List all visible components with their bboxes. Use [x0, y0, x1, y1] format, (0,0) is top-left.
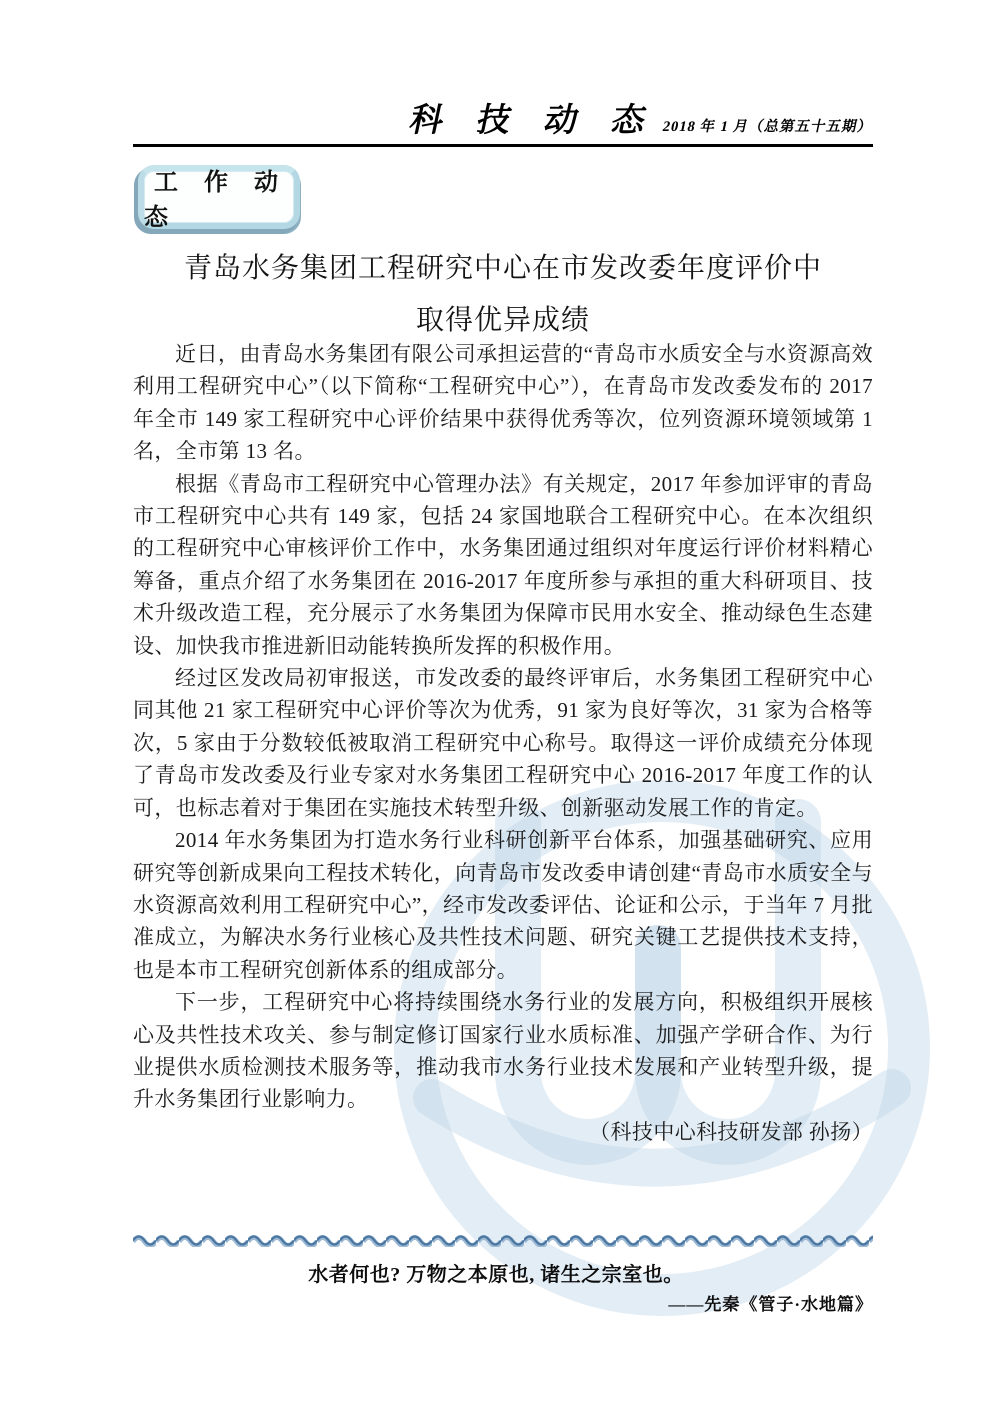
body-paragraph: 下一步，工程研究中心将持续围绕水务行业的发展方向，积极组织开展核心及共性技术攻关、参与制定修订国家行业水质标准、加强产学研合作、为行业提供水质检测技术服务等，推动我市水务行业技术发展和产业转型升级，提升水务集团行业影响力。: [133, 990, 873, 1112]
masthead: [133, 94, 873, 141]
article-title-line2: 取得优异成绩: [415, 305, 590, 336]
article-title-line1: 青岛水务集团工程研究中心在市发改委年度评价中: [183, 253, 822, 284]
wave-divider: [133, 1230, 873, 1247]
body-paragraph: 近日，由青岛水务集团有限公司承担运营的“青岛市水质安全与水资源高效利用工程研究中心”（以下简称“工程研究中心”），在青岛市发改委发布的 2017 年全市 149 家工程研究中心评价结果中获得优秀等次，位列资源环境领域第 1 名，全市第 13 名。: [133, 342, 873, 464]
masthead-title: 科 技 动 态: [406, 103, 662, 139]
article-body: [133, 338, 873, 1148]
body-paragraph: 经过区发改局初审报送，市发改委的最终评审后，水务集团工程研究中心同其他 21 家工程研究中心评价等次为优秀，91 家为良好等次，31 家为合格等次，5 家由于分数较低被取消工程研究中心称号。取得这一评价成绩充分体现了青岛市发改委及行业专家对水务集团工程研究中心 2016-2017 年度工作的认可，也标志着对于集团在实施技术转型升级、创新驱动发展工作的肯定。: [133, 666, 873, 820]
footer-quote: 水者何也? 万物之本原也, 诸生之宗室也。: [308, 1264, 684, 1286]
article-signature: （科技中心科技研发部 孙扬）: [589, 1119, 873, 1144]
section-tag-box: [138, 165, 300, 229]
body-paragraph: 2014 年水务集团为打造水务行业科研创新平台体系，加强基础研究、应用研究等创新成果向工程技术转化，向青岛市发改委申请创建“青岛市水质安全与水资源高效利用工程研究中心”，经市发改委评估、论证和公示，于当年 7 月批准成立，为解决水务行业核心及共性技术问题、研究关键工艺提供技术支持，也是本市工程研究创新体系的组成部分。: [133, 828, 873, 982]
footer-quote-attribution: ——先秦《管子·水地篇》: [668, 1295, 873, 1314]
section-tag-label: 工 作 动 态: [144, 170, 288, 231]
masthead-issue-info: 2018 年 1 月（总第五十五期）: [660, 119, 875, 135]
body-paragraph: 根据《青岛市工程研究中心管理办法》有关规定，2017 年参加评审的青岛市工程研究中心共有 149 家，包括 24 家国地联合工程研究中心。在本次组织的工程研究中心审核评价工作中，水务集团通过组织对年度运行评价材料精心筹备，重点介绍了水务集团在 2016-2017 年度所参与承担的重大科研项目、技术升级改造工程，充分展示了水务集团为保障市民用水安全、推动绿色生态建设、加快我市推进新旧动能转换所发挥的积极作用。: [133, 471, 873, 658]
article-title: [133, 243, 873, 347]
header-rule-divider: [133, 144, 873, 147]
